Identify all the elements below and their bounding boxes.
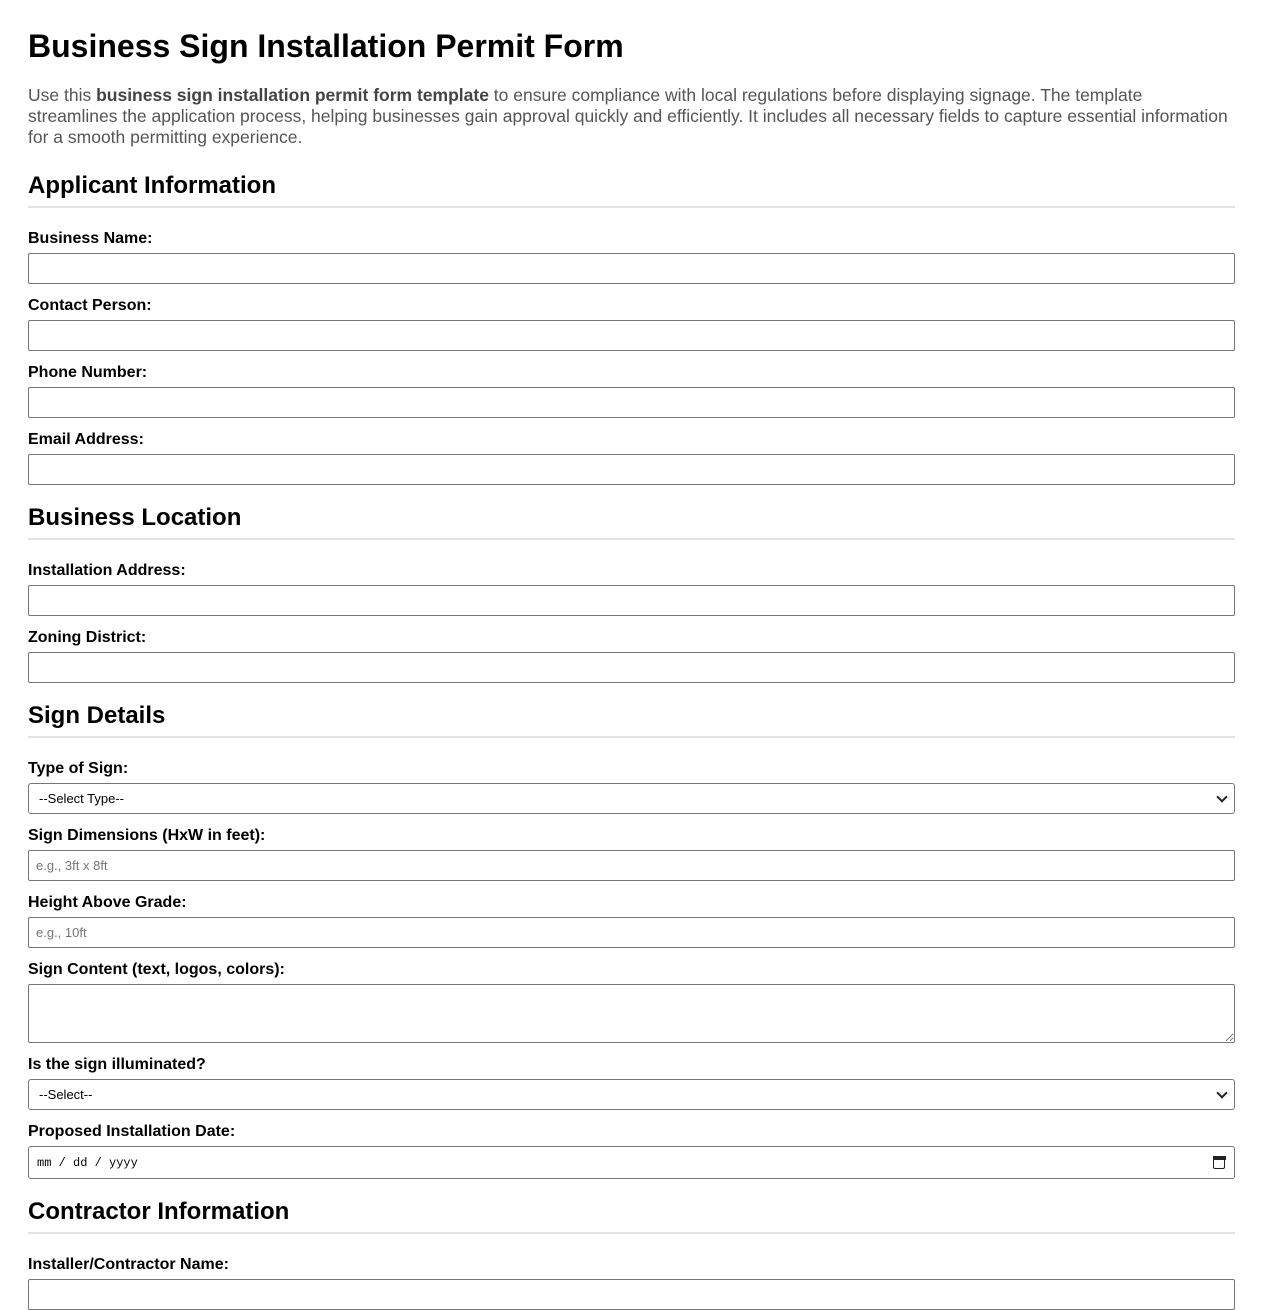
intro-text-end: to ensure compliance with local regulations before displaying signage. The template streamlines the application process, helping businesses gain approval quickly and efficiently. It includes all necessary fields to capture essential information for a smooth permitting experience. [28,85,1228,147]
installation-address-label: Installation Address: [28,562,186,579]
illuminated-selected: --Select-- [39,1087,93,1102]
intro-text-start: Use this [28,85,97,105]
installation-date-input[interactable] [28,1146,1235,1179]
height-above-grade-label: Height Above Grade: [28,894,187,911]
height-above-grade-input[interactable] [28,917,1235,948]
contact-person-label: Contact Person: [28,297,152,314]
contractor-heading: Contractor Information [28,1197,1235,1234]
chevron-down-icon [1216,791,1227,802]
business-name-label: Business Name: [28,230,153,247]
sign-details-section [28,701,1235,1179]
page-title: Business Sign Installation Permit Form [28,28,624,64]
email-address-label: Email Address: [28,431,144,448]
zoning-district-label: Zoning District: [28,629,147,646]
contractor-section [28,1197,1235,1310]
location-section [28,503,1235,683]
type-of-sign-label: Type of Sign: [28,760,129,777]
applicant-heading: Applicant Information [28,171,1235,208]
contact-person-input[interactable] [28,320,1235,351]
zoning-district-input[interactable] [28,652,1235,683]
intro-text-bold: business sign installation permit form template [96,85,489,105]
sign-dimensions-input[interactable] [28,850,1235,881]
installation-date-label: Proposed Installation Date: [28,1123,236,1140]
type-of-sign-select[interactable] [28,783,1235,814]
contractor-name-label: Installer/Contractor Name: [28,1256,229,1273]
email-address-input[interactable] [28,454,1235,485]
sign-dimensions-label: Sign Dimensions (HxW in feet): [28,827,266,844]
sign-content-label: Sign Content (text, logos, colors): [28,961,285,978]
location-heading: Business Location [28,503,1235,540]
permit-form-page [0,27,1263,1310]
illuminated-select[interactable] [28,1079,1235,1110]
installation-date-placeholder: mm / dd / yyyy [37,1155,138,1170]
calendar-icon[interactable] [1213,1157,1225,1169]
installation-address-input[interactable] [28,585,1235,616]
type-of-sign-selected: --Select Type-- [39,791,125,806]
contractor-name-input[interactable] [28,1279,1235,1310]
business-name-input[interactable] [28,253,1235,284]
phone-number-input[interactable] [28,387,1235,418]
phone-number-label: Phone Number: [28,364,148,381]
illuminated-label: Is the sign illuminated? [28,1056,206,1073]
chevron-down-icon [1216,1087,1227,1098]
intro-paragraph [28,85,1235,148]
applicant-section [28,171,1235,485]
sign-content-textarea[interactable] [28,984,1235,1043]
sign-details-heading: Sign Details [28,701,1235,738]
